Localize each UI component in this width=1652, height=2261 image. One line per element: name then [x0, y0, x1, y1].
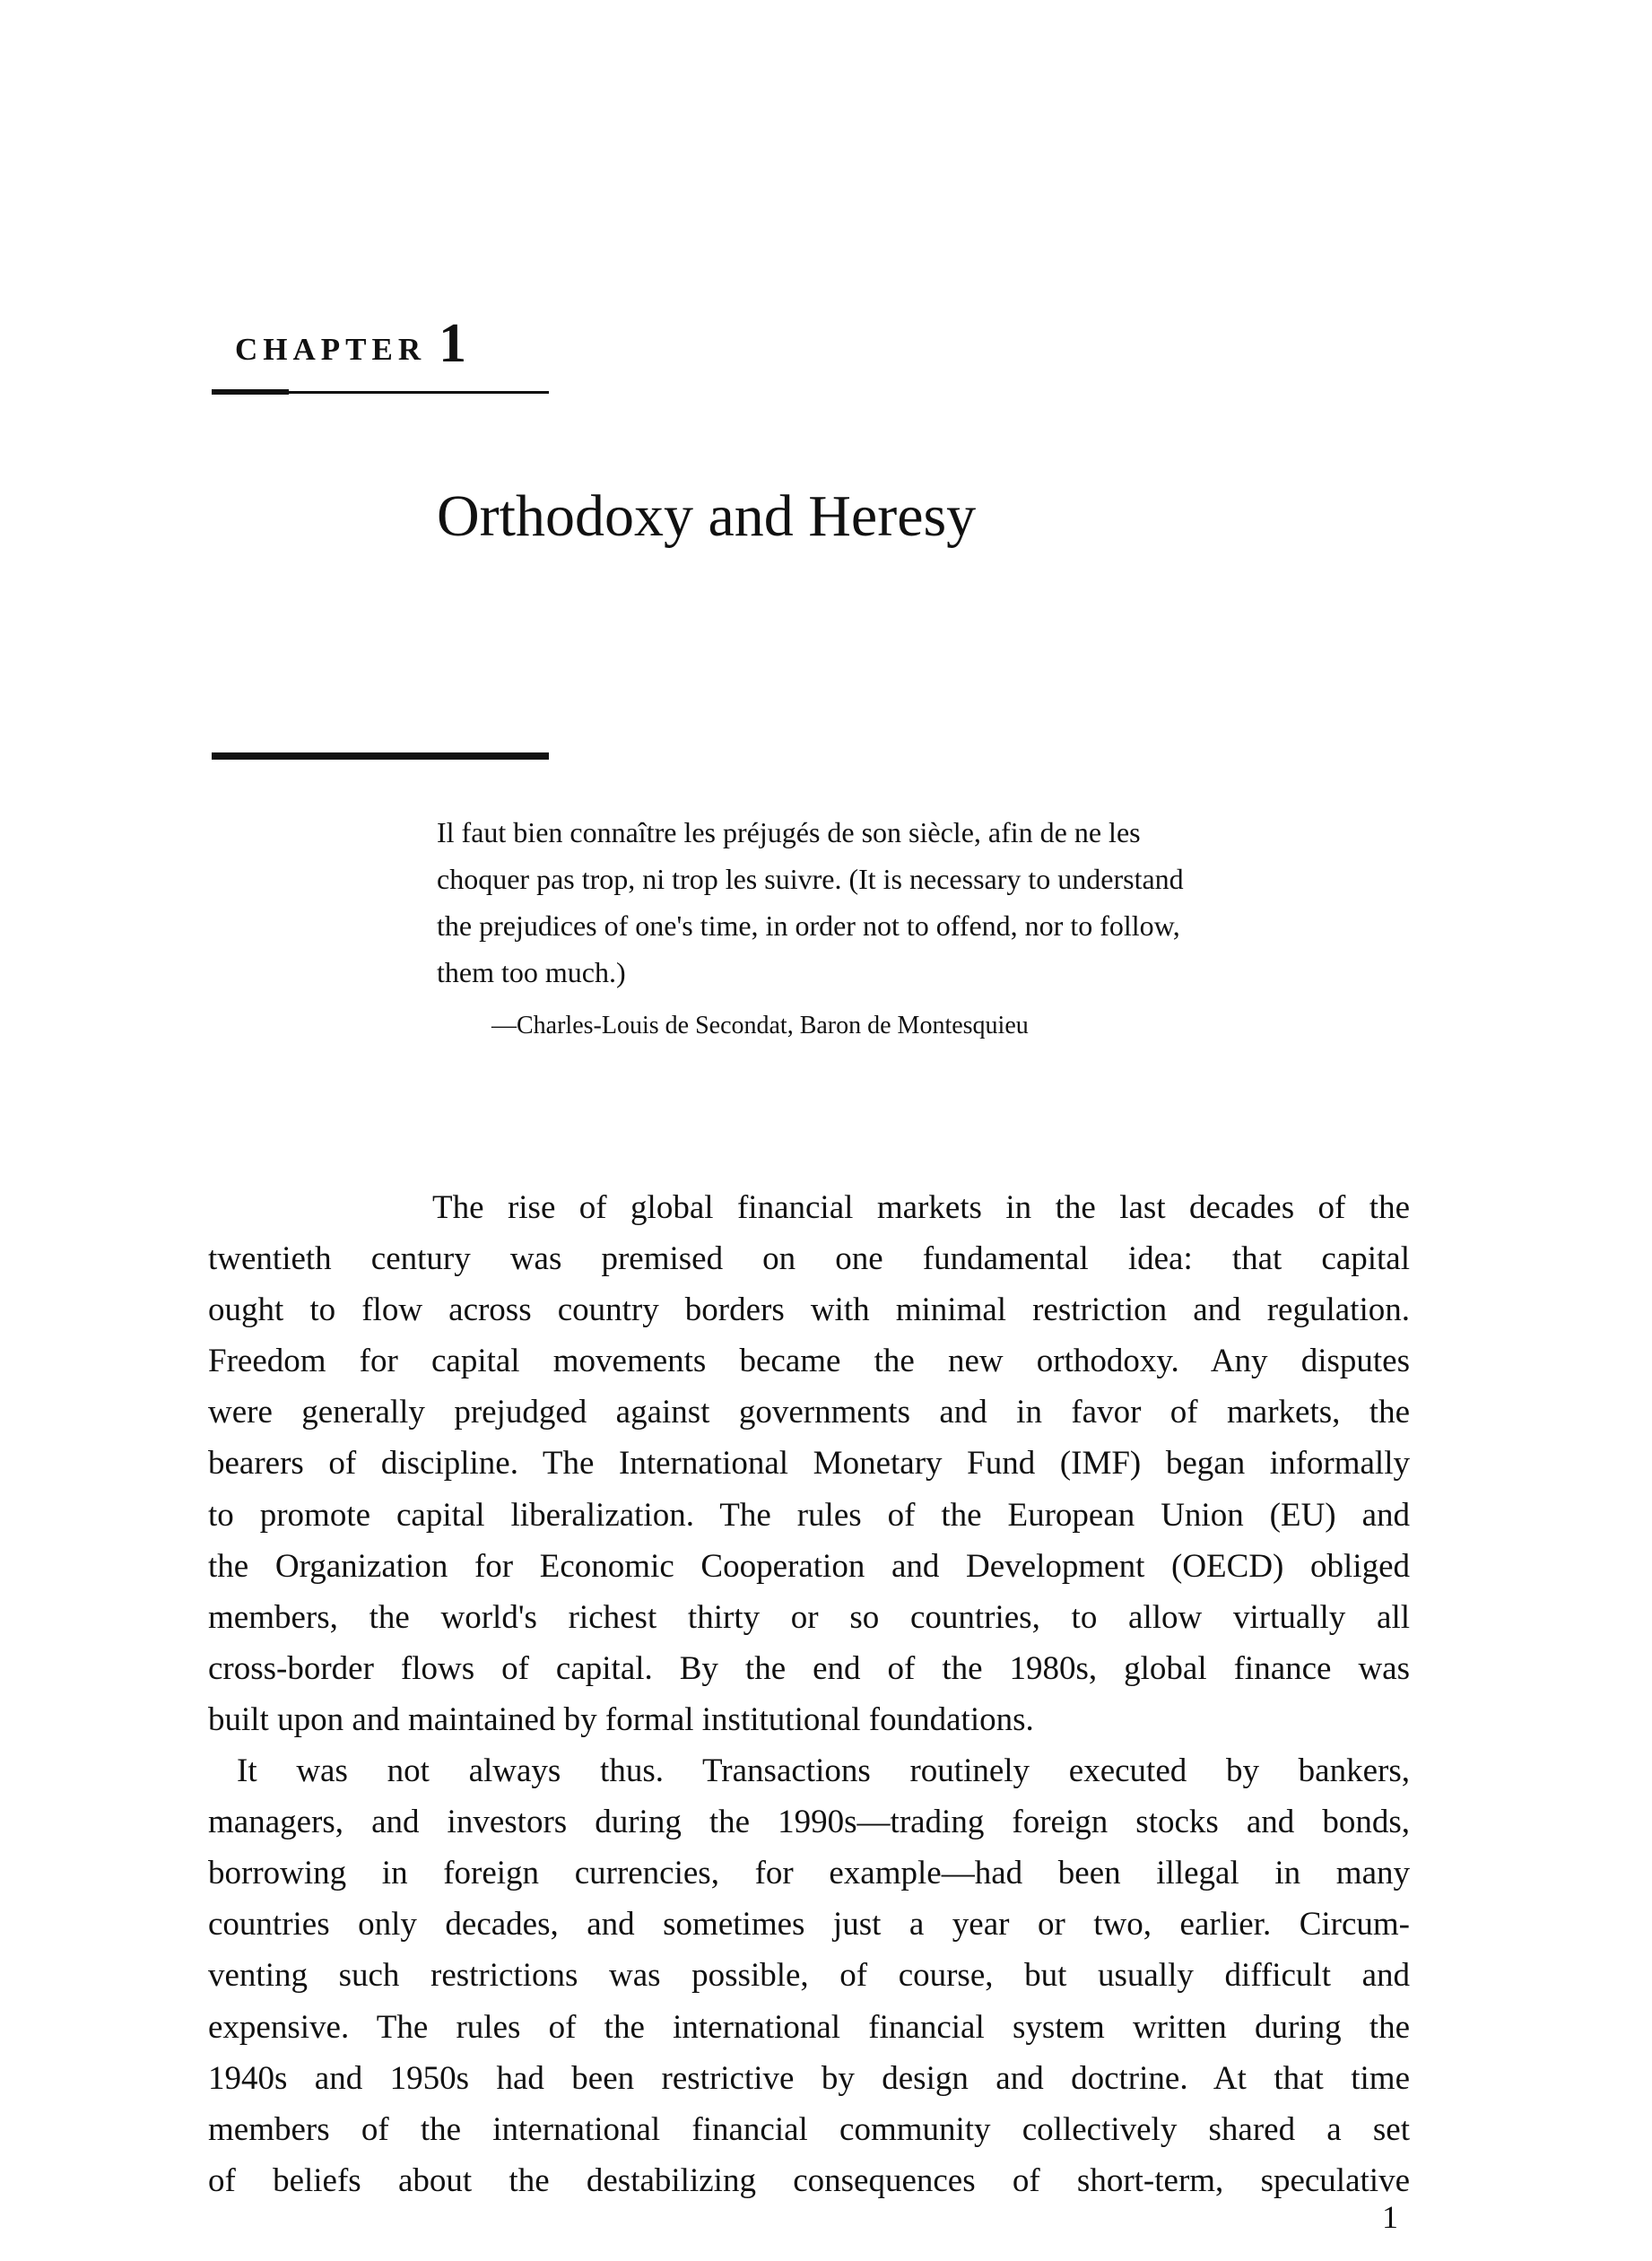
epigraph-line: Il faut bien connaître les préjugés de son siècle, afin de ne les	[437, 816, 1141, 848]
body-line: The rise of global financial markets in the last decades of the	[432, 1189, 1410, 1226]
body-line: managers, and investors during the 1990s—trading foreign stocks and bonds,	[208, 1804, 1410, 1841]
body-line: 1940s and 1950s had been restrictive by design and doctrine. At that time	[208, 2059, 1410, 2097]
epigraph-attribution: —Charles-Louis de Secondat, Baron de Montesquieu	[491, 1012, 1029, 1039]
chapter-label	[235, 313, 467, 374]
chapter-title: Orthodoxy and Heresy	[437, 483, 977, 550]
body-line: to promote capital liberalization. The rules of the European Union (EU) and	[208, 1496, 1410, 1534]
epigraph-line: choquer pas trop, ni trop les suivre. (It is necessary to understand	[437, 863, 1184, 895]
body-line: Freedom for capital movements became the new orthodoxy. Any disputes	[208, 1343, 1410, 1380]
body-line: expensive. The rules of the international financial system written during the	[208, 2008, 1410, 2046]
body-line: built upon and maintained by formal institutional foundations.	[208, 1700, 1034, 1738]
epigraph-rule	[212, 752, 549, 760]
body-line: the Organization for Economic Cooperation and Development (OECD) obliged	[208, 1547, 1410, 1585]
body-line: countries only decades, and sometimes just a year or two, earlier. Circum-	[208, 1906, 1410, 1944]
body-line: cross-border flows of capital. By the end of the 1980s, global finance was	[208, 1649, 1410, 1687]
epigraph-line: them too much.)	[437, 956, 626, 988]
body-line: members, the world's richest thirty or so countries, to allow virtually all	[208, 1598, 1410, 1636]
body-text	[208, 1182, 1410, 2206]
page-number: 1	[1382, 2199, 1398, 2235]
body-line: It was not always thus. Transactions routinely executed by bankers,	[237, 1752, 1410, 1790]
body-line: twentieth century was premised on one fundamental idea: that capital	[208, 1240, 1410, 1278]
body-line: were generally prejudged against governments and in favor of markets, the	[208, 1394, 1410, 1431]
chapter-rule-accent	[212, 389, 289, 395]
body-line: bearers of discipline. The International Monetary Fund (IMF) began informally	[208, 1445, 1410, 1483]
body-line: of beliefs about the destabilizing consequences of short-term, speculative	[208, 2161, 1410, 2199]
chapter-number: 1	[439, 313, 467, 374]
epigraph-quote	[437, 809, 1369, 996]
body-line: borrowing in foreign currencies, for example—had been illegal in many	[208, 1855, 1410, 1892]
body-line: members of the international financial community collectively shared a set	[208, 2110, 1410, 2148]
chapter-label-text: CHAPTER	[235, 332, 427, 367]
body-line: ought to flow across country borders with minimal restriction and regulation.	[208, 1291, 1410, 1329]
body-line: venting such restrictions was possible, of course, but usually difficult and	[208, 1957, 1410, 1995]
epigraph-line: the prejudices of one's time, in order not to offend, nor to follow,	[437, 909, 1180, 942]
